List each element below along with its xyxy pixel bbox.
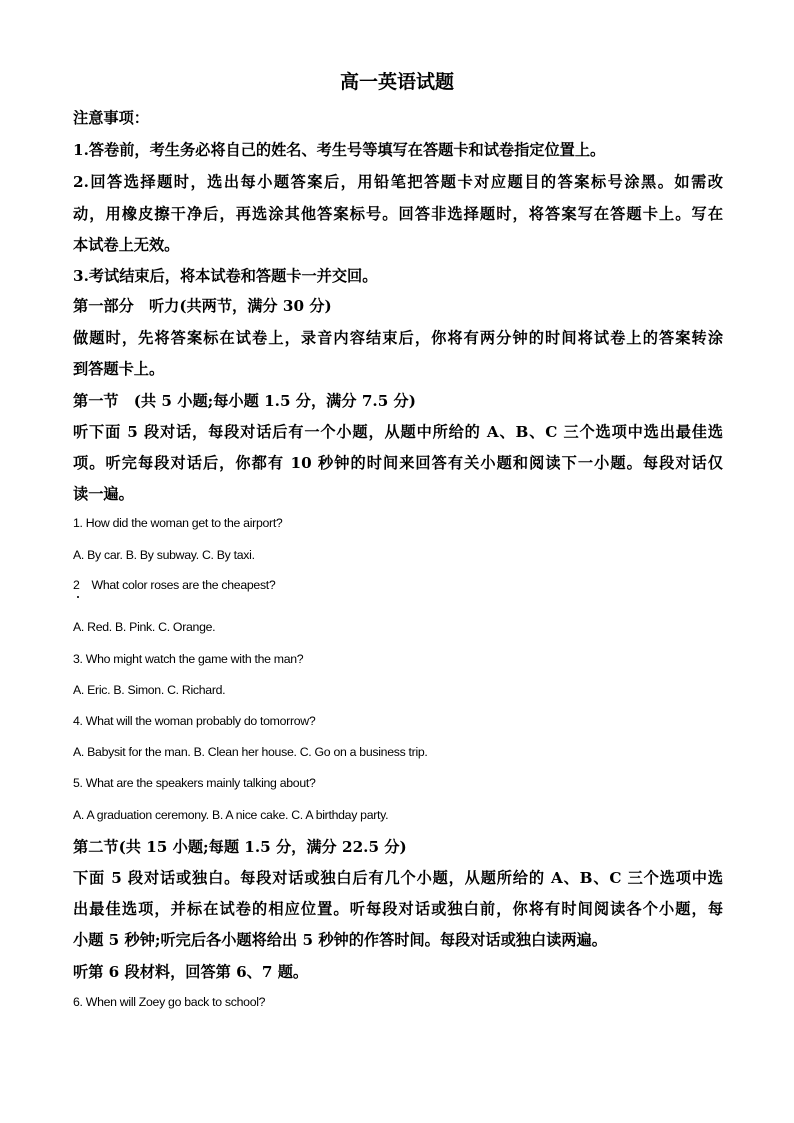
section1-intro-line-2: 项。听完每段对话后，你都有 10 秒钟的时间来回答有关小题和阅读下一小题。每段对话仅 bbox=[73, 454, 723, 472]
question-2: 2 What color roses are the cheapest? bbox=[73, 578, 276, 592]
question-1: 1. How did the woman get to the airport? bbox=[73, 516, 283, 530]
notice-item-2-line-2: 动，用橡皮擦干净后，再选涂其他答案标号。回答非选择题时，将答案写在答题卡上。写在 bbox=[73, 205, 723, 223]
section1-intro-line-1: 听下面 5 段对话，每段对话后有一个小题，从题中所给的 A、B、C 三个选项中选出最佳选 bbox=[73, 423, 723, 441]
page-title: 高一英语试题 bbox=[339, 71, 454, 93]
notice-item-2-line-3: 本试卷上无效。 bbox=[73, 236, 180, 254]
section2-intro-line-2: 出最佳选项，并标在试卷的相应位置。听每段对话或独白前，你将有时间阅读各个小题，每 bbox=[73, 900, 723, 918]
question-2-options: A. Red. B. Pink. C. Orange. bbox=[73, 620, 216, 634]
part1-intro-line-2: 到答题卡上。 bbox=[73, 360, 165, 378]
section2-intro-line-3: 小题 5 秒钟;听完后各小题将给出 5 秒钟的作答时间。每段对话或独白读两遍。 bbox=[73, 931, 607, 949]
question-6: 6. When will Zoey go back to school? bbox=[73, 995, 266, 1009]
question-4-options: A. Babysit for the man. B. Clean her house. C. Go on a business trip. bbox=[73, 745, 428, 759]
notice-item-2-line-1: 2.回答选择题时，选出每小题答案后，用铅笔把答题卡对应题目的答案标号涂黑。如需改 bbox=[73, 173, 723, 191]
section1-intro-line-3: 读一遍。 bbox=[73, 485, 134, 503]
part1-heading: 第一部分 听力(共两节，满分 30 分) bbox=[73, 297, 332, 315]
section2-heading: 第二节(共 15 小题;每题 1.5 分，满分 22.5 分) bbox=[73, 838, 407, 856]
notice-item-1: 1.答卷前，考生务必将自己的姓名、考生号等填写在答题卡和试卷指定位置上。 bbox=[73, 141, 606, 159]
section1-heading: 第一节 (共 5 小题;每小题 1.5 分，满分 7.5 分) bbox=[73, 392, 416, 410]
question-4: 4. What will the woman probably do tomorrow? bbox=[73, 714, 316, 728]
notice-item-3: 3.考试结束后，将本试卷和答题卡一并交回。 bbox=[73, 267, 378, 285]
question-3-options: A. Eric. B. Simon. C. Richard. bbox=[73, 683, 226, 697]
question-5-options: A. A graduation ceremony. B. A nice cake. C. A birthday party. bbox=[73, 808, 389, 822]
material-6-heading: 听第 6 段材料，回答第 6、7 题。 bbox=[73, 963, 309, 981]
stray-dot bbox=[77, 596, 79, 598]
question-3: 3. Who might watch the game with the man? bbox=[73, 652, 304, 666]
question-1-options: A. By car. B. By subway. C. By taxi. bbox=[73, 548, 255, 562]
part1-intro-line-1: 做题时，先将答案标在试卷上，录音内容结束后，你将有两分钟的时间将试卷上的答案转涂 bbox=[73, 329, 723, 347]
notice-heading: 注意事项： bbox=[73, 109, 149, 127]
section2-intro-line-1: 下面 5 段对话或独白。每段对话或独白后有几个小题，从题所给的 A、B、C 三个选项中选 bbox=[73, 869, 723, 887]
question-5: 5. What are the speakers mainly talking about? bbox=[73, 776, 316, 790]
